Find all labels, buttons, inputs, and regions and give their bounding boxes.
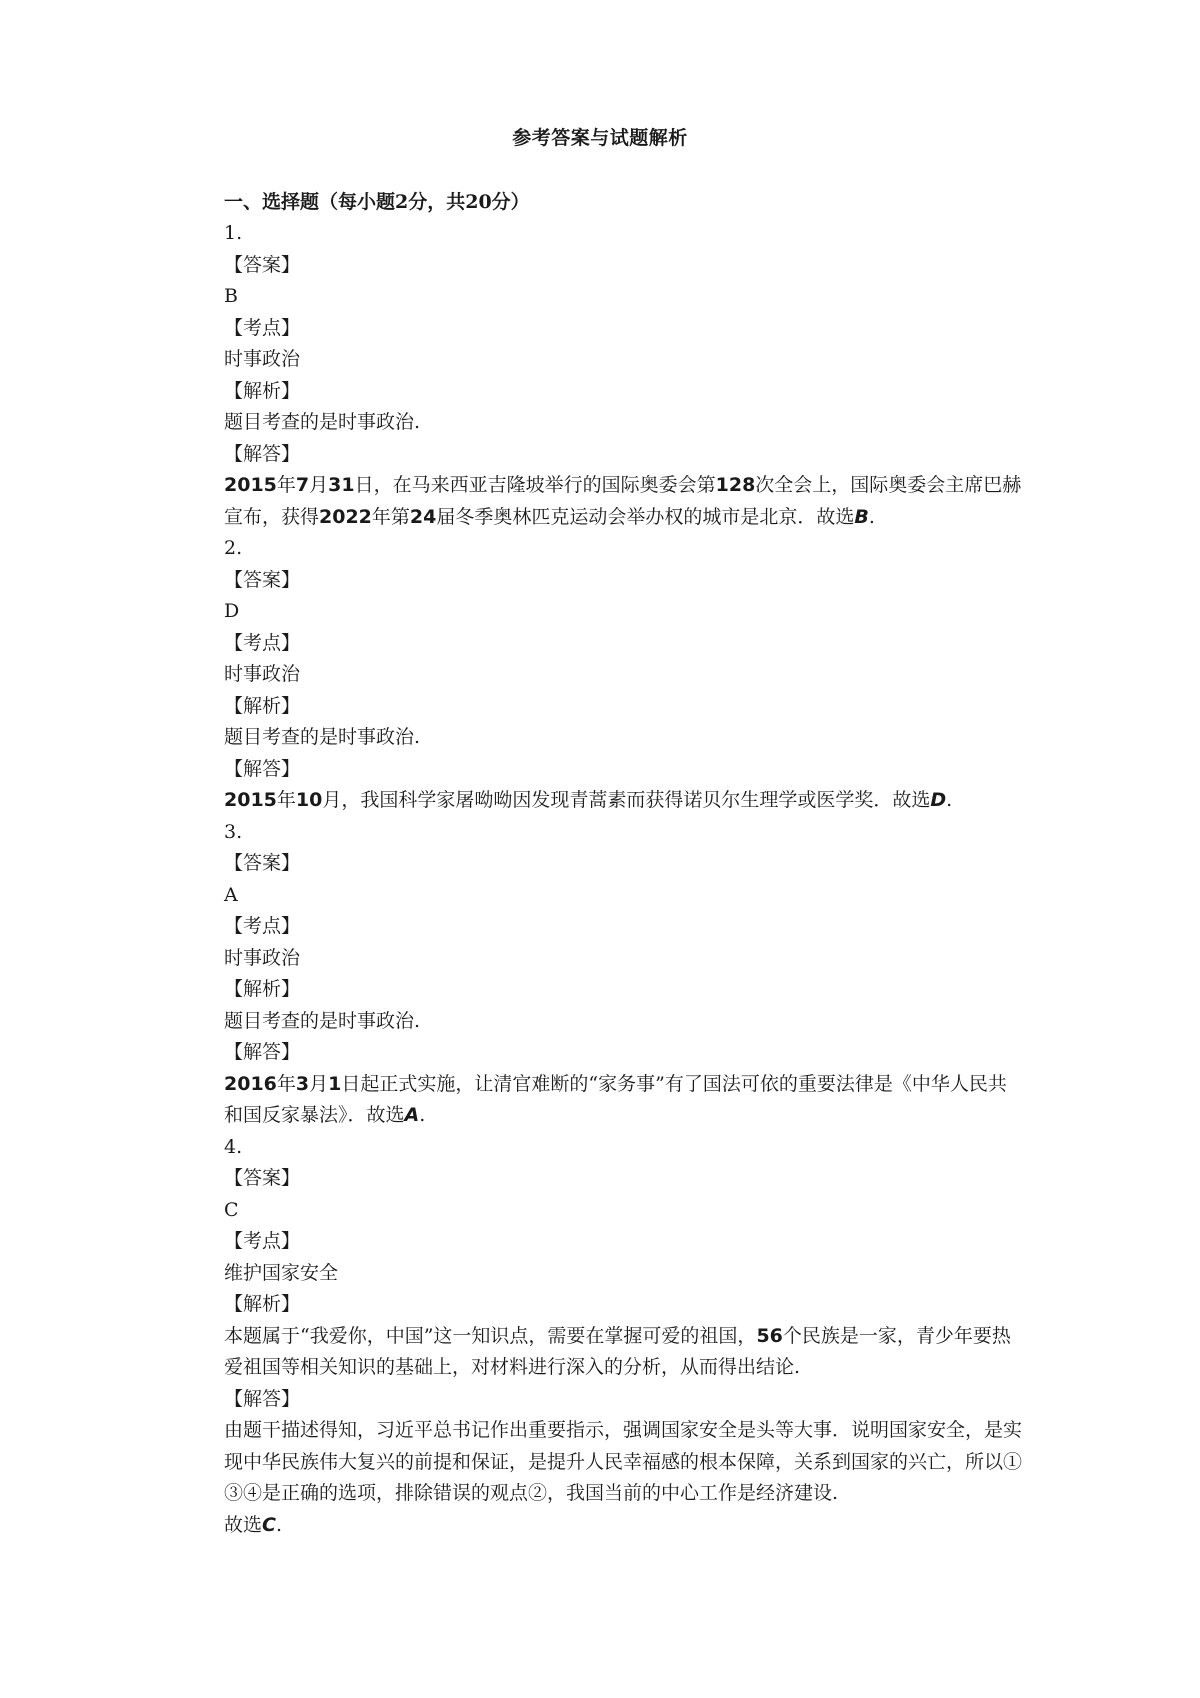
number-value: 24 [409, 505, 437, 528]
number-value: 2022 [319, 505, 372, 528]
question-block-4 [224, 1132, 1024, 1542]
option-letter: D [930, 789, 947, 811]
number-value: 1 [328, 1072, 342, 1095]
number-value: 2015 [224, 474, 277, 496]
number-value: 10 [295, 789, 323, 811]
answer-value: B [224, 285, 238, 307]
number-value: 2016 [224, 1072, 277, 1095]
question-number: 4. [224, 1135, 243, 1158]
number-value: 56 [756, 1324, 783, 1347]
analysis-text: 本题属于“我爱你，中国”这一知识点，需要在掌握可爱的祖国，56个民族是一家，青少年要热爱祖国等相关知识的基础上，对材料进行深入的分析，从而得出结论. [224, 1324, 1011, 1378]
point-label: 【考点】 [224, 631, 301, 654]
point-label: 【考点】 [224, 316, 301, 339]
point-label: 【考点】 [224, 915, 301, 937]
page-title: 参考答案与试题解析 [512, 127, 688, 149]
solution-label: 【解答】 [224, 1387, 301, 1410]
solution-label: 【解答】 [224, 1041, 301, 1063]
solution-text: 2016年3月1日起正式实施，让清官难断的“家务事”有了国法可依的重要法律是《中华人民共和国反家暴法》．故选A. [224, 1072, 1007, 1126]
analysis-label: 【解析】 [224, 379, 301, 402]
question-number: 1. [224, 222, 243, 244]
question-block-3 [224, 817, 1024, 1132]
answer-label: 【答案】 [224, 253, 301, 276]
question-number: 2. [224, 537, 243, 559]
solution-label: 【解答】 [224, 442, 301, 465]
number-value: 31 [328, 474, 355, 496]
solution-text: 2015年7月31日，在马来西亚吉隆坡举行的国际奥委会第128次全会上，国际奥委会主席巴赫宣布，获得2022年第24届冬季奥林匹克运动会举办权的城市是北京．故选B. [224, 474, 1022, 528]
number-value: 7 [295, 474, 310, 496]
point-label: 【考点】 [224, 1230, 301, 1252]
option-letter: B [854, 505, 869, 528]
conclusion-text: 故选C. [224, 1513, 283, 1536]
point-value: 时事政治 [224, 946, 301, 969]
document-body [224, 186, 1024, 1541]
point-value: 时事政治 [224, 348, 301, 370]
solution-text: 由题干描述得知，习近平总书记作出重要指示，强调国家安全是头等大事．说明国家安全，是实现中华民族伟大复兴的前提和保证，是提升人民幸福感的根本保障，关系到国家的兴亡，所以①③④是正确的选项，排除错误的观点②，我国当前的中心工作是经济建设. [224, 1419, 1023, 1504]
analysis-label: 【解析】 [224, 978, 301, 1000]
number-value: 2015 [224, 789, 277, 811]
analysis-label: 【解析】 [224, 1293, 301, 1315]
point-value: 维护国家安全 [224, 1261, 339, 1284]
solution-text: 2015年10月，我国科学家屠呦呦因发现青蒿素而获得诺贝尔生理学或医学奖．故选D. [224, 789, 953, 811]
section-heading: 一、选择题（每小题2分，共20分） [224, 191, 530, 213]
analysis-text: 题目考查的是时事政治. [224, 1009, 421, 1032]
analysis-label: 【解析】 [224, 694, 301, 717]
answer-value: A [224, 883, 238, 906]
analysis-text: 题目考查的是时事政治. [224, 411, 421, 433]
solution-label: 【解答】 [224, 757, 301, 780]
number-value: 3 [295, 1072, 310, 1095]
analysis-text: 题目考查的是时事政治. [224, 726, 421, 748]
point-value: 时事政治 [224, 663, 301, 685]
option-letter: A [404, 1104, 420, 1126]
number-value: 128 [715, 474, 756, 496]
answer-label: 【答案】 [224, 852, 301, 874]
answer-value: D [224, 600, 240, 622]
answer-value: C [224, 1198, 239, 1221]
question-block-2 [224, 533, 1024, 817]
question-block-1 [224, 218, 1024, 533]
option-letter: C [262, 1513, 276, 1536]
answer-label: 【答案】 [224, 1167, 301, 1189]
answer-label: 【答案】 [224, 568, 301, 591]
question-number: 3. [224, 820, 243, 843]
